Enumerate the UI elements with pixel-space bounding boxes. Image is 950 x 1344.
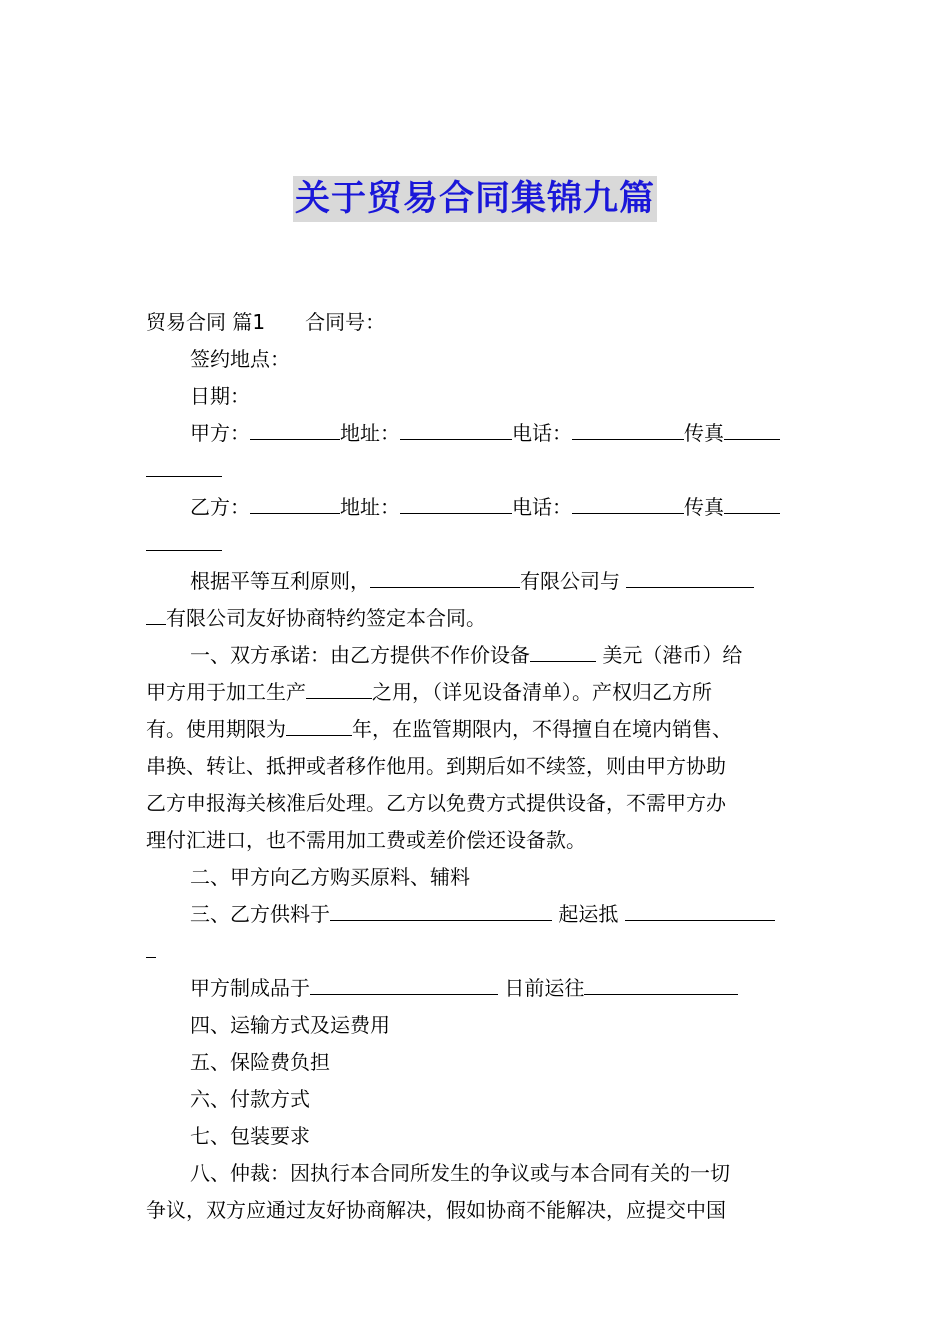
blank bbox=[584, 976, 738, 995]
title-container bbox=[0, 176, 950, 222]
clause-text: 有。使用期限为 bbox=[146, 717, 286, 741]
blank bbox=[286, 717, 352, 736]
clause-1-line-1 bbox=[146, 637, 808, 674]
blank bbox=[146, 532, 222, 551]
clause-7: 七、包装要求 bbox=[190, 1124, 310, 1148]
clause-text: 日前运往 bbox=[504, 976, 585, 1000]
clause-text: 甲方制成品于 bbox=[190, 976, 310, 1000]
party-a-tel-label: 电话： bbox=[512, 421, 572, 445]
clause-3b-line bbox=[146, 970, 808, 1007]
clause-text: 三、乙方供料于 bbox=[190, 902, 330, 926]
intro-line-1 bbox=[146, 563, 808, 600]
clause-3-line-2 bbox=[146, 933, 808, 970]
party-b-label: 乙方： bbox=[190, 495, 250, 519]
clause-text: 甲方用于加工生产 bbox=[146, 680, 306, 704]
party-a-line bbox=[146, 415, 808, 452]
blank bbox=[625, 902, 775, 921]
clause-6: 六、付款方式 bbox=[190, 1087, 310, 1111]
party-b-tel-label: 电话： bbox=[512, 495, 572, 519]
blank bbox=[330, 902, 552, 921]
blank bbox=[146, 458, 222, 477]
blank bbox=[370, 569, 520, 588]
blank bbox=[724, 495, 780, 514]
clause-8-line-2: 争议，双方应通过友好协商解决，假如协商不能解决，应提交中国 bbox=[146, 1198, 726, 1222]
blank bbox=[400, 495, 512, 514]
party-a-label: 甲方： bbox=[190, 421, 250, 445]
blank bbox=[626, 569, 754, 588]
clause-2: 二、甲方向乙方购买原料、辅料 bbox=[190, 865, 470, 889]
blank bbox=[250, 495, 340, 514]
clause-text: 年，在监管期限内，不得擅自在境内销售、 bbox=[352, 717, 732, 741]
document-title: 关于贸易合同集锦九篇 bbox=[293, 176, 657, 222]
contract-label: 贸易合同 篇1 bbox=[146, 310, 266, 334]
blank bbox=[724, 421, 780, 440]
clause-4: 四、运输方式及运费用 bbox=[190, 1013, 390, 1037]
contract-number-label: 合同号： bbox=[305, 310, 386, 334]
party-b-address-label: 地址： bbox=[340, 495, 400, 519]
date-line: 日期： bbox=[190, 384, 250, 408]
intro-text: 根据平等互利原则， bbox=[190, 569, 370, 593]
document-body bbox=[146, 304, 808, 1229]
contract-heading bbox=[146, 304, 808, 341]
party-b-line-cont bbox=[146, 526, 808, 563]
clause-1-line-3 bbox=[146, 711, 808, 748]
blank bbox=[146, 606, 166, 625]
intro-text: 有限公司与 bbox=[520, 569, 620, 593]
clause-text: 美元（港币）给 bbox=[602, 643, 743, 667]
clause-8-line-1: 八、仲裁：因执行本合同所发生的争议或与本合同有关的一切 bbox=[190, 1161, 730, 1185]
blank bbox=[306, 680, 372, 699]
sign-place-line: 签约地点： bbox=[190, 347, 290, 371]
clause-1-line-6: 理付汇进口，也不需用加工费或差价偿还设备款。 bbox=[146, 828, 586, 852]
clause-text: 一、双方承诺：由乙方提供不作价设备 bbox=[190, 643, 530, 667]
blank bbox=[400, 421, 512, 440]
clause-text: 之用，（详见设备清单）。产权归乙方所 bbox=[372, 680, 712, 704]
blank bbox=[250, 421, 340, 440]
clause-1-line-4: 串换、转让、抵押或者移作他用。到期后如不续签，则由甲方协助 bbox=[146, 754, 726, 778]
clause-1-line-2 bbox=[146, 674, 808, 711]
blank bbox=[572, 495, 684, 514]
clause-text: 起运抵 bbox=[558, 902, 619, 926]
blank bbox=[310, 976, 498, 995]
blank bbox=[572, 421, 684, 440]
intro-line-2 bbox=[146, 600, 808, 637]
blank bbox=[530, 643, 596, 662]
party-b-fax-label: 传真 bbox=[684, 495, 724, 519]
party-a-line-cont bbox=[146, 452, 808, 489]
party-a-fax-label: 传真 bbox=[684, 421, 724, 445]
party-a-address-label: 地址： bbox=[340, 421, 400, 445]
clause-5: 五、保险费负担 bbox=[190, 1050, 330, 1074]
clause-3-line-1 bbox=[146, 896, 808, 933]
intro-text: 有限公司友好协商特约签定本合同。 bbox=[166, 606, 486, 630]
blank bbox=[146, 939, 156, 958]
party-b-line bbox=[146, 489, 808, 526]
clause-1-line-5: 乙方申报海关核准后处理。乙方以免费方式提供设备，不需甲方办 bbox=[146, 791, 726, 815]
